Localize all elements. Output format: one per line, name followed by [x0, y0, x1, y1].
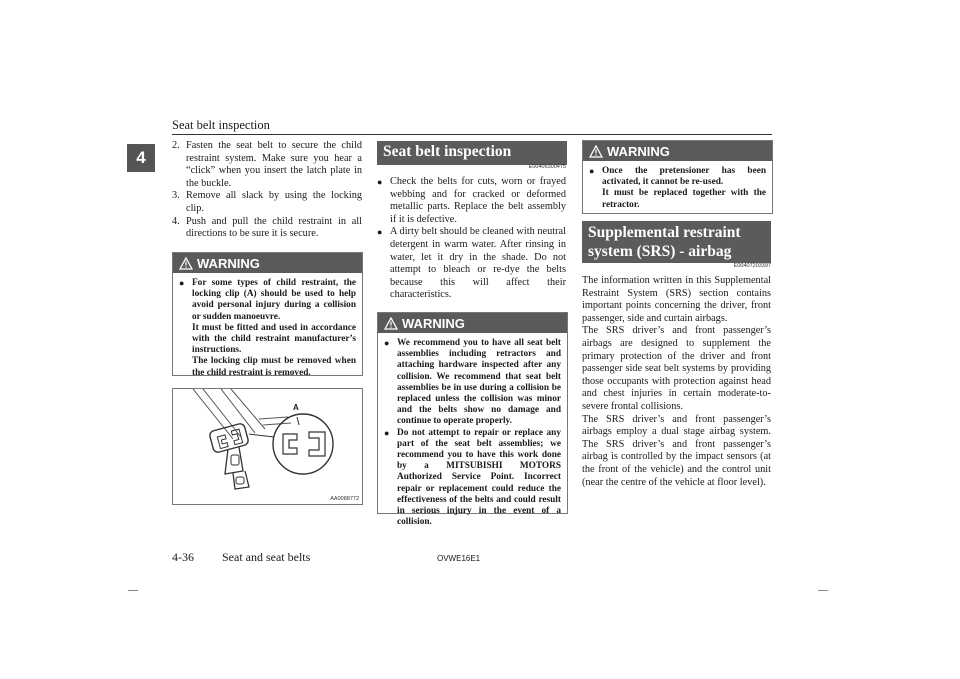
step-text: Fasten the seat belt to secure the child restraint system. Make sure you hear a “click” when you insert the latch plate in the buckle. [186, 140, 362, 189]
section-heading-seat-belt-inspection: Seat belt inspection [377, 141, 567, 165]
figure-code: AA0088772 [330, 496, 359, 502]
warning-text: Do not attempt to repair or replace any part of the seat belt assemblies; we recommend you to have this work done by a MITSUBISHI MOTORS Authorized Service Point. Incorrect repair or replacement could reduce the effectiveness of the belts and could result in serious injury in the event of a collision. [397, 427, 561, 528]
document-code: OVWE16E1 [437, 554, 481, 563]
warning-text: The locking clip must be removed when the child restraint is removed. [192, 356, 356, 378]
paragraph: The SRS driver’s and front passenger’s airbags are designed to supplement the primary protection of the driver and front passenger side seat belt systems by providing those occupants with protection against head and chest injuries in certain moderate-to-severe frontal collisions. [582, 325, 771, 412]
warning-header [378, 313, 567, 333]
bullet-text: Check the belts for cuts, worn or frayed webbing and for cracked or deformed metallic parts. Replace the belt assembly if it is defective. [390, 176, 566, 225]
page-number: 4-36 [172, 550, 194, 564]
warning-text: It must be replaced together with the retractor. [602, 188, 766, 210]
locking-clip-illustration [173, 389, 362, 504]
warning-triangle-icon [179, 257, 193, 270]
warning-box-pretensioner [582, 140, 773, 214]
crop-mark [128, 590, 138, 591]
column-3 [582, 275, 771, 489]
step-text: Push and pull the child restraint in all directions to be sure it is secure. [186, 215, 362, 240]
crop-mark [818, 590, 828, 591]
bullet-icon: ● [377, 177, 383, 187]
warning-triangle-icon [384, 317, 398, 330]
bullet-icon: ● [589, 166, 595, 176]
bullet-icon: ● [384, 427, 390, 438]
column-1 [172, 140, 362, 241]
section-title-line: system (SRS) - airbag [588, 243, 732, 260]
warning-label: WARNING [402, 315, 465, 331]
bullet-icon: ● [384, 338, 390, 348]
section-code: E00406300475 [528, 164, 566, 170]
chapter-title: Seat and seat belts [222, 550, 311, 564]
warning-body [173, 273, 362, 385]
warning-body [378, 333, 567, 534]
warning-text: We recommend you to have all seat belt assemblies including retractors and attaching hardware inspected after any collision. We recommend that seat belt assemblies be in use during a collision be replaced unless the collision was minor and the belts show no damage and continue to operate properly. [397, 338, 561, 427]
bullet-text: A dirty belt should be cleaned with neutral detergent in warm water. After rinsing in water, let it dry in the shade. Do not attempt to bleach or re-dye the belts because this will affect their characteristics. [390, 226, 566, 301]
paragraph: The SRS driver’s and front passenger’s airbags employ a dual stage airbag system. The SRS driver’s and front passenger’s airbag is controlled by the impact sensors (at the front of the vehicle) and the control unit (near the centre of the vehicle at floor level). [582, 413, 771, 488]
step-number: 3. [172, 190, 180, 202]
list-item [377, 226, 566, 302]
paragraph: The information written in this Supplemental Restraint System (SRS) section contains important points concerning the driver, front passenger, side and curtain airbags. [582, 275, 771, 324]
list-item [377, 176, 566, 226]
warning-header [173, 253, 362, 273]
step-text: Remove all slack by using the locking clip. [186, 190, 362, 214]
chapter-tab: 4 [127, 144, 155, 172]
step-number: 2. [172, 140, 180, 151]
bullet-icon: ● [179, 278, 185, 288]
warning-label: WARNING [607, 143, 670, 159]
section-code: E00407203397 [733, 263, 771, 269]
running-header: Seat belt inspection [172, 118, 270, 132]
warning-label: WARNING [197, 255, 260, 271]
warning-header [583, 141, 772, 161]
warning-box-child-restraint [172, 252, 363, 376]
locking-clip-figure [172, 388, 363, 505]
warning-triangle-icon [589, 145, 603, 158]
step-item [172, 140, 362, 190]
warning-text: Once the pretensioner has been activated, it cannot be re-used. [602, 166, 766, 188]
step-item [172, 190, 362, 215]
warning-body [583, 161, 772, 217]
column-2 [377, 176, 566, 302]
figure-callout-label: A [293, 403, 299, 412]
steps-list [172, 140, 362, 241]
section-heading-srs-airbag [582, 221, 771, 263]
header-rule [172, 134, 772, 135]
step-number: 4. [172, 215, 180, 227]
step-item [172, 216, 362, 241]
warning-box-seat-belt-assemblies [377, 312, 568, 528]
warning-text: It must be fitted and used in accordance with the child restraint manufacturer’s instructions. [192, 322, 356, 356]
section-title-line: Supplemental restraint [588, 224, 741, 241]
bullet-icon: ● [377, 227, 383, 238]
warning-text: For some types of child restraint, the locking clip (A) should be used to help avoid personal injury during a collision or sudden manoeuvre. [192, 278, 356, 322]
